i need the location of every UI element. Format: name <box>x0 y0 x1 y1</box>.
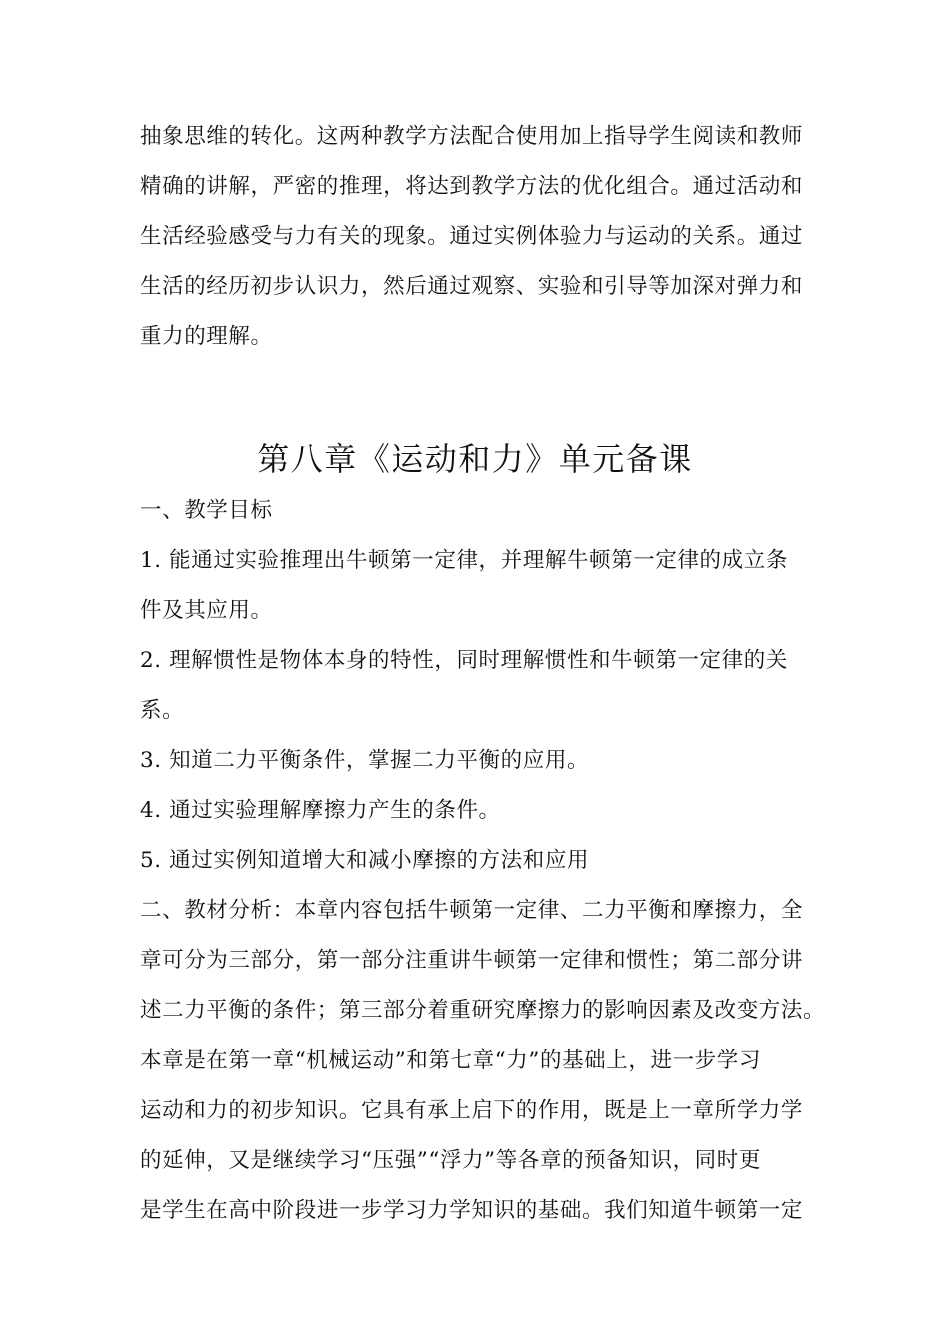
goal-line-2: 件及其应用。 <box>140 598 273 623</box>
analysis-line-5: 运动和力的初步知识。它具有承上启下的作用，既是上一章所学力学 <box>140 1098 804 1123</box>
analysis-line-1: 二、教材分析：本章内容包括牛顿第一定律、二力平衡和摩擦力，全 <box>140 898 804 923</box>
analysis-line-6: 的延伸，又是继续学习“压强”“浮力”等各章的预备知识，同时更 <box>140 1148 761 1173</box>
goal-line-1: 1. 能通过实验推理出牛顿第一定律，并理解牛顿第一定律的成立条 <box>140 548 788 573</box>
analysis-line-2: 章可分为三部分，第一部分注重讲牛顿第一定律和惯性；第二部分讲 <box>140 948 804 973</box>
intro-line-1: 抽象思维的转化。这两种教学方法配合使用加上指导学生阅读和教师 <box>140 124 804 149</box>
chapter-title: 第八章《运动和力》单元备课 <box>257 440 693 478</box>
analysis-line-7: 是学生在高中阶段进一步学习力学知识的基础。我们知道牛顿第一定 <box>140 1198 804 1223</box>
goal-line-7: 5. 通过实例知道增大和减小摩擦的方法和应用 <box>140 848 590 873</box>
goal-line-4: 系。 <box>140 698 185 723</box>
goal-line-6: 4. 通过实验理解摩擦力产生的条件。 <box>140 798 501 823</box>
analysis-line-3: 述二力平衡的条件；第三部分着重研究摩擦力的影响因素及改变方法。 <box>140 998 826 1023</box>
intro-line-2: 精确的讲解，严密的推理，将达到教学方法的优化组合。通过活动和 <box>140 174 804 199</box>
goal-line-5: 3. 知道二力平衡条件，掌握二力平衡的应用。 <box>140 748 590 773</box>
intro-line-3: 生活经验感受与力有关的现象。通过实例体验力与运动的关系。通过 <box>140 224 804 249</box>
analysis-line-4: 本章是在第一章“机械运动”和第七章“力”的基础上，进一步学习 <box>140 1048 761 1073</box>
section-goals-heading: 一、教学目标 <box>140 498 273 523</box>
goal-line-3: 2. 理解惯性是物体本身的特性，同时理解惯性和牛顿第一定律的关 <box>140 648 788 673</box>
intro-line-5: 重力的理解。 <box>140 324 273 349</box>
intro-line-4: 生活的经历初步认识力，然后通过观察、实验和引导等加深对弹力和 <box>140 274 804 299</box>
